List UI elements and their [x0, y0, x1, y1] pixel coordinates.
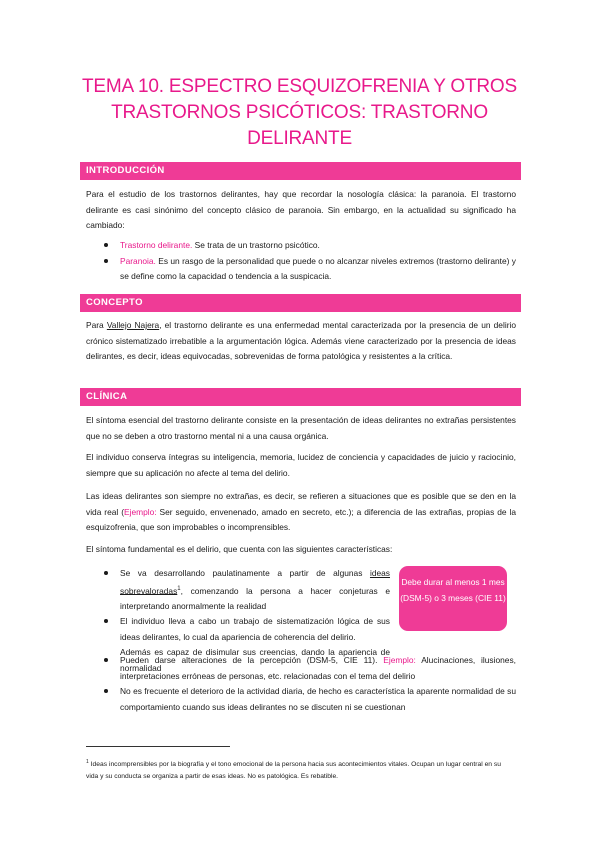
- concepto-paragraph: Para Vallejo Najera, el trastorno delirante es una enfermedad mental caracterizada por la presencia de un delirio crónico sistematizado irrebatible a la argumentación lógica. Además viene caracterizado por la presencia de ideas delirantes, es decir, ideas equivocadas, sobrevenidas de forma patológica y resistentes a la crítica.: [86, 320, 516, 361]
- title-line-2: TRASTORNOS PSICÓTICOS: TRASTORNO: [111, 102, 488, 123]
- list-item: Paranoia. Es un rasgo de la personalidad que puede o no alcanzar niveles extremos (trastorno delirante) y se define como la capacidad o tendencia a la suspicacia.: [100, 254, 516, 285]
- footnote: $^1$ Ideas incomprensibles por la biografía y el tono emocional de la persona hacia sus acontecimientos vitales. Ocupan un lugar central en su vida y su conducta se organiza a partir de esas ideas. No es patológica. Es rebatible.: [86, 759, 501, 781]
- section-heading: CONCEPTO: [86, 297, 143, 308]
- title-line-1: TEMA 10. ESPECTRO ESQUIZOFRENIA Y OTROS: [82, 76, 517, 97]
- list-item: Trastorno delirante. Se trata de un trastorno psicótico.: [100, 238, 516, 254]
- clinica-paragraph-1: El síntoma esencial del trastorno delirante consiste en la presentación de ideas delirantes no extrañas persistentes que no se deben a otro trastorno mental ni a una causa orgánica.: [86, 415, 516, 441]
- list-item: Pueden darse alteraciones de la percepción (DSM-5, CIE 11). Ejemplo: Alucinaciones, ilusiones, interpretaciones erróneas de personas, etc. relacionadas con el tema del delirio: [100, 653, 516, 684]
- section-header-clinica: [80, 388, 521, 406]
- clinica-bullet-list-wide: [100, 653, 516, 715]
- author-name: Vallejo Najera: [106, 320, 160, 330]
- section-header-introduccion: [80, 162, 521, 180]
- intro-paragraph: Para el estudio de los trastornos delirantes, hay que recordar la nosología clásica: la paranoia. El trastorno delirante es casi sinónimo del concepto clásico de paranoia. Sin embargo, en la actualidad su significado ha cambiado:: [86, 189, 516, 230]
- list-item: Se va desarrollando paulatinamente a partir de algunas ideas sobrevaloradas$^1$, comenzando la persona a hacer conjeturas e interpretando anormalmente la realidad: [100, 566, 390, 614]
- bullet-icon: [104, 243, 108, 247]
- clinica-paragraph-4: El síntoma fundamental es el delirio, que cuenta con las siguientes características:: [86, 544, 393, 554]
- list-item: No es frecuente el deterioro de la actividad diaria, de hecho es característica la aparente normalidad de su comportamiento cuando sus ideas delirantes no se discuten ni se cuestionan: [100, 684, 516, 715]
- title-line-3: DELIRANTE: [247, 128, 352, 149]
- clinica-paragraph-2: El individuo conserva íntegras su inteligencia, memoria, lucidez de conciencia y capacidades de juicio y raciocinio, siempre que su aplicación no afecte al tema del delirio.: [86, 452, 516, 478]
- bullet-icon: [104, 259, 108, 263]
- callout-text: Debe durar al menos 1 mes (DSM-5) o 3 meses (CIE 11): [400, 577, 506, 603]
- section-header-concepto: [80, 294, 521, 312]
- footnote-divider: [86, 746, 230, 747]
- bullet-icon: [104, 571, 108, 575]
- intro-bullet-list: [100, 238, 516, 285]
- duration-callout-box: [399, 566, 507, 631]
- bullet-icon: [104, 619, 108, 623]
- section-heading: CLÍNICA: [86, 391, 128, 402]
- bullet-icon: [104, 689, 108, 693]
- footnote-number: 1: [86, 759, 89, 765]
- list-item: El individuo lleva a cabo un trabajo de sistematización lógica de sus ideas delirantes, lo cual da apariencia de coherencia del delirio. Además es capaz de disimular sus creencias, dando la apariencia de normalidad: [100, 614, 390, 676]
- page-title: [60, 74, 539, 152]
- footnote-ref: 1: [177, 585, 181, 592]
- section-heading: INTRODUCCIÓN: [86, 165, 165, 176]
- clinica-paragraph-3: Las ideas delirantes son siempre no extrañas, es decir, se refieren a situaciones que es posible que se den en la vida real (Ejemplo: Ser seguido, envenenado, amado en secreto, etc.); a diferencia de las extrañas, propias de la esquizofrenia, que son improbables o incomprensibles.: [86, 491, 516, 532]
- bullet-icon: [104, 658, 108, 662]
